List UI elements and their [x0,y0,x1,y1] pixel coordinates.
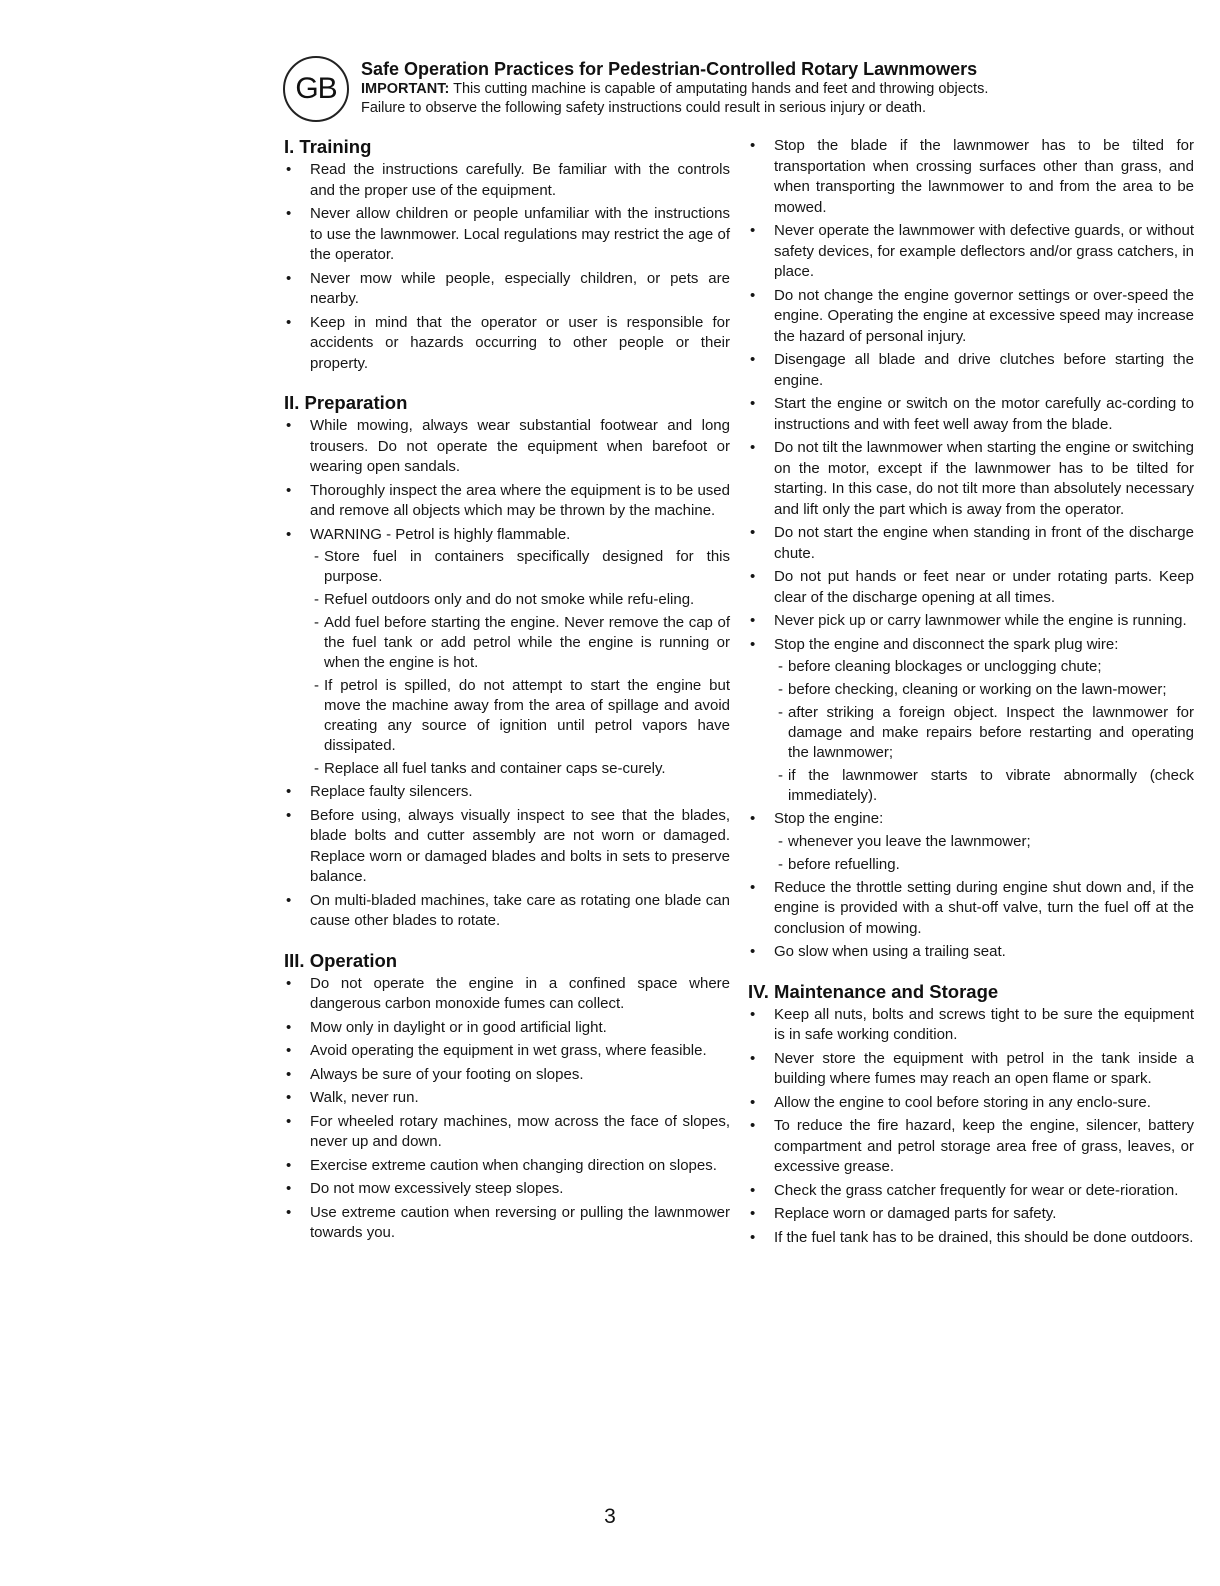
bullet-text: Avoid operating the equipment in wet grass, where feasible. [310,1042,707,1059]
bullet-text: Do not tilt the lawnmower when starting the engine or switching on the motor, except if the lawnmower has to be tilted for starting. In this case, do not tilt more than absolutely necessary and lift only the part which is away from the operator. [774,439,1194,518]
bullet-item [284,481,730,522]
bullet-item [748,1093,1194,1114]
bullet-text: Do not put hands or feet near or under rotating parts. Keep clear of the discharge opening at all times. [774,568,1194,606]
bullet-text: Do not start the engine when standing in front of the discharge chute. [774,524,1194,562]
bullet-item [284,1156,730,1177]
bullet-item [748,567,1194,608]
section-title: II. Preparation [284,392,408,413]
bullet-text: Check the grass catcher frequently for wear or dete-rioration. [774,1181,1179,1199]
header-text [361,58,1161,118]
section-title: IV. Maintenance and Storage [748,980,999,1002]
bullet-item [284,1041,730,1062]
bullet-item [748,1228,1194,1249]
bullet-item [748,1049,1194,1090]
bullet-item [284,1065,730,1086]
bullet-item [284,1112,730,1153]
bullet-text: Never pick up or carry lawnmower while the engine is running. [774,612,1187,629]
bullet-text: Exercise extreme caution when changing direction on slopes. [310,1156,717,1174]
bullet-item [284,1203,730,1244]
bullet-text: Reduce the throttle setting during engine shut down and, if the engine is provided with a shut-off valve, turn the fuel off at the conclusion of mowing. [774,878,1194,937]
page-header [283,56,1163,126]
sub-item: - before checking, cleaning or working on the lawn-mower; [774,680,1194,700]
bullet-item [284,1088,730,1109]
bullet-item [748,1116,1194,1178]
bullet-text: Go slow when using a trailing seat. [774,943,1006,960]
section-preparation [284,392,730,932]
sub-list [774,657,1194,806]
bullet-text: Mow only in daylight or in good artificial light. [310,1018,607,1036]
failure-warning: Failure to observe the following safety instructions could result in serious injury or death. [361,100,926,116]
bullet-item [284,806,730,888]
bullet-item [748,878,1194,940]
bullet-item [748,1181,1194,1202]
bullet-text: Allow the engine to cool before storing in any enclo-sure. [774,1093,1151,1111]
section-operation [284,950,730,1244]
right-column [748,136,1194,1266]
bullet-item [284,204,730,266]
bullet-item [748,350,1194,391]
bullet-item [284,525,730,780]
bullet-list [284,974,730,1244]
bullet-list [748,1005,1194,1249]
bullet-item [284,160,730,201]
bullet-text: Thoroughly inspect the area where the equipment is to be used and remove all objects which may be thrown by the machine. [310,481,730,519]
sub-item: - whenever you leave the lawnmower; [774,832,1194,852]
bullet-text: If the fuel tank has to be drained, this should be done outdoors. [774,1228,1194,1246]
bullet-list [284,416,730,932]
bullet-text: Disengage all blade and drive clutches before starting the engine. [774,351,1194,389]
section-operation-continued [748,136,1194,963]
left-column [284,136,730,1262]
sub-item: - before refuelling. [774,855,1194,875]
bullet-item [748,438,1194,520]
bullet-item [748,635,1194,807]
page-number: 3 [604,1505,616,1528]
bullet-text: Keep all nuts, bolts and screws tight to be sure the equipment is in safe working condition. [774,1005,1194,1043]
sub-list [310,547,730,779]
sub-item: - before cleaning blockages or unclogging chute; [774,657,1194,677]
bullet-item [284,1179,730,1200]
sub-item: - If petrol is spilled, do not attempt to start the engine but move the machine away from the area of spillage and avoid creating any source of ignition until petrol vapors have dissipated. [310,676,730,756]
bullet-text: For wheeled rotary machines, mow across the face of slopes, never up and down. [310,1112,730,1150]
bullet-text: Stop the blade if the lawnmower has to be tilted for transportation when crossing surfaces other than grass, and when transporting the lawnmower to and from the area to be mowed. [774,137,1194,216]
section-training [284,136,730,374]
page-title: Safe Operation Practices for Pedestrian-Controlled Rotary Lawnmowers [361,59,978,79]
bullet-text: Always be sure of your footing on slopes. [310,1065,584,1083]
bullet-item [284,1018,730,1039]
bullet-text: Do not operate the engine in a confined space where dangerous carbon monoxide fumes can collect. [310,974,730,1012]
bullet-text: Read the instructions carefully. Be familiar with the controls and the proper use of the equipment. [310,161,730,199]
bullet-item [748,1204,1194,1225]
bullet-text: Before using, always visually inspect to see that the blades, blade bolts and cutter assembly are not worn or damaged. Replace worn or damaged blades and bolts in sets to preserve balance. [310,806,730,885]
bullet-text: Do not mow excessively steep slopes. [310,1180,564,1197]
bullet-item [284,269,730,310]
bullet-text: Never allow children or people unfamiliar with the instructions to use the lawnmower. Local regulations may restrict the age of the operator. [310,205,730,263]
bullet-text: On multi-bladed machines, take care as rotating one blade can cause other blades to rotate. [310,891,730,929]
bullet-text: Never mow while people, especially children, or pets are nearby. [310,269,730,307]
bullet-text: Stop the engine and disconnect the spark plug wire: [774,635,1119,653]
bullet-list [748,136,1194,963]
bullet-text: Walk, never run. [310,1089,419,1106]
country-badge: GB [283,56,349,122]
bullet-item [284,313,730,375]
bullet-text: Start the engine or switch on the motor carefully ac-cording to instructions and with feet well away from the blade. [774,395,1194,433]
section-title: III. Operation [284,949,398,971]
bullet-item [748,523,1194,564]
bullet-item [284,782,730,803]
bullet-text: Do not change the engine governor settings or over-speed the engine. Operating the engine at excessive speed may increase the hazard of personal injury. [774,286,1194,345]
bullet-list [284,160,730,374]
bullet-item [284,416,730,478]
bullet-item [284,891,730,932]
bullet-text: Use extreme caution when reversing or pulling the lawnmower towards you. [310,1203,730,1241]
bullet-item [748,1005,1194,1046]
bullet-text: While mowing, always wear substantial footwear and long trousers. Do not operate the equipment when barefoot or wearing open sandals. [310,417,730,475]
bullet-text: WARNING - Petrol is highly flammable. [310,525,571,543]
bullet-item [748,809,1194,875]
sub-list [774,832,1194,875]
sub-item: - Replace all fuel tanks and container caps se-curely. [310,759,730,779]
sub-item: - if the lawnmower starts to vibrate abnormally (check immediately). [774,766,1194,806]
sub-item: - Refuel outdoors only and do not smoke while refu-eling. [310,590,730,610]
bullet-item [748,611,1194,632]
bullet-item [748,286,1194,348]
important-text: This cutting machine is capable of amputating hands and feet and throwing objects. [453,81,989,97]
bullet-item [748,221,1194,283]
bullet-item [748,942,1194,963]
bullet-text: Never store the equipment with petrol in the tank inside a building where fumes may reach an open flame or spark. [774,1049,1194,1087]
bullet-text: Replace worn or damaged parts for safety. [774,1205,1057,1222]
bullet-text: Never operate the lawnmower with defective guards, or without safety devices, for example deflectors and/or grass catchers, in place. [774,222,1194,280]
bullet-text: Stop the engine: [774,810,884,827]
sub-item: - Add fuel before starting the engine. Never remove the cap of the fuel tank or add petrol while the engine is running or when the engine is hot. [310,613,730,673]
sub-item: - Store fuel in containers specifically designed for this purpose. [310,547,730,587]
bullet-item [284,974,730,1015]
bullet-item [748,394,1194,435]
bullet-item [748,136,1194,218]
section-maintenance-and-storage [748,981,1194,1249]
sub-item: - after striking a foreign object. Inspect the lawnmower for damage and make repairs before restarting and operating the lawnmower; [774,703,1194,763]
bullet-text: Keep in mind that the operator or user is responsible for accidents or hazards occurring to other people or their property. [310,313,730,372]
important-label: IMPORTANT: [361,81,450,97]
bullet-text: To reduce the fire hazard, keep the engine, silencer, battery compartment and petrol storage area free of grass, leaves, or excessive grease. [774,1117,1194,1175]
important-line [361,80,1161,99]
bullet-text: Replace faulty silencers. [310,783,473,800]
section-title: I. Training [284,136,372,157]
